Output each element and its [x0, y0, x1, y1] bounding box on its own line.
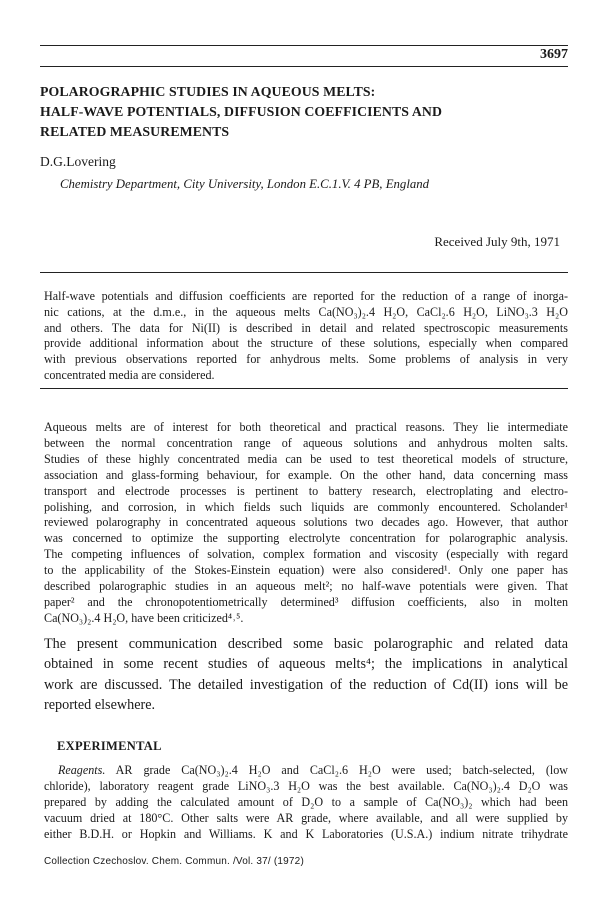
- title-line: HALF-WAVE POTENTIALS, DIFFUSION COEFFICIENTS AND: [40, 104, 443, 119]
- body-line: transport and electrode processes is pertinent to battery research, electroplating and electro-: [44, 483, 568, 498]
- body-line: between the normal concentration range of aqueous solutions and anhydrous molten salts.: [44, 435, 568, 450]
- body-line: described polarographic studies in an aqueous melt²; no half-wave potentials were given. That: [44, 579, 568, 594]
- body-line: polishing, and corrosion, in which fields such liquids are commonly encountered. Scholander¹: [44, 499, 568, 514]
- abstract-line: nic cations, at the d.m.e., in the aqueous melts Ca(NO₃)₂.4 H₂O, CaCl₂.6 H₂O, LiNO₃.3 H₂O: [44, 304, 568, 319]
- run-in-heading: Reagents.: [58, 763, 106, 777]
- body-line: The competing influences of solvation, complex formation and viscosity (especially with regard: [44, 547, 568, 562]
- abstract-line: with previous observations reported for anhydrous melts. Some problems of analysis in very: [44, 352, 568, 367]
- received-date: Received July 9th, 1971: [434, 234, 560, 249]
- introduction-paragraph: [44, 420, 568, 627]
- title-line: RELATED MEASUREMENTS: [40, 124, 230, 139]
- abstract-top-rule: [40, 272, 568, 273]
- body-line: paper² and the chronopotentiometrically determined³ diffusion coefficients, also in molten: [44, 594, 568, 609]
- body-line: prepared by adding the calculated amount of D₂O to a sample of Ca(NO₃)₂ which had been: [44, 794, 568, 809]
- present-communication-paragraph: [44, 634, 568, 715]
- body-line: Studies of these highly concentrated media can be used to test theoretical models of structure,: [44, 451, 568, 466]
- body-line: [44, 763, 568, 779]
- body-line: vacuum dried at 180°C. Other salts were AR grade, where available, and all were supplied by: [44, 810, 568, 825]
- abstract-line: and others. The data for Ni(II) is described in detail and related spectroscopic measurements: [44, 320, 568, 335]
- body-line: reviewed polarography in concentrated aqueous solutions two decades ago. However, that author: [44, 515, 568, 530]
- body-line-text: AR grade Ca(NO₃)₂.4 H₂O and CaCl₂.6 H₂O were used; batch-selected, (low: [105, 763, 568, 777]
- body-line: chloride), laboratory reagent grade LiNO₃.3 H₂O was the best available. Ca(NO₃)₂.4 D₂O was: [44, 778, 568, 793]
- abstract: [44, 289, 568, 384]
- body-line: either B.D.H. or Hopkin and Williams. K and K Laboratories (U.S.A.) indium nitrate trihydrate: [44, 826, 568, 841]
- article-title: [40, 82, 560, 142]
- body-line: Ca(NO₃)₂.4 H₂O, have been criticized⁴˒⁵.: [44, 610, 244, 625]
- body-line: was concerned to optimize the supporting electrolyte concentration for polarographic analysis.: [44, 531, 568, 546]
- title-line: POLAROGRAPHIC STUDIES IN AQUEOUS MELTS:: [40, 84, 376, 99]
- body-line: reported elsewhere.: [44, 696, 156, 713]
- body-line: Aqueous melts are of interest for both theoretical and practical reasons. They lie intermediate: [44, 420, 568, 434]
- body-line: association and glass-forming behaviour, for example. On the other hand, data concerning mass: [44, 467, 568, 482]
- page-number: 3697: [540, 47, 568, 62]
- body-line: obtained in some recent studies of aqueous melts⁴; the implications in analytical: [44, 656, 568, 673]
- author-name: D.G.Lovering: [40, 154, 116, 169]
- author-affiliation: Chemistry Department, City University, London E.C.1.V. 4 PB, England: [60, 177, 430, 191]
- abstract-line: provide additional information about the structure of these solutions, especially when compared: [44, 336, 568, 351]
- abstract-line: concentrated media are considered.: [44, 367, 215, 382]
- top-rule: [40, 45, 568, 46]
- section-heading: EXPERIMENTAL: [57, 739, 162, 753]
- body-line: The present communication described some basic polarographic and related data: [44, 636, 568, 652]
- journal-footer: Collection Czechoslov. Chem. Commun. /Vol. 37/ (1972): [44, 856, 304, 867]
- abstract-bottom-rule: [40, 388, 568, 389]
- body-line: to the applicability of the Stokes-Einstein equation) were also considered¹. Only one paper has: [44, 563, 568, 578]
- body-line: work are discussed. The detailed investigation of the reduction of Cd(II) ions will be: [44, 676, 568, 693]
- abstract-line: Half-wave potentials and diffusion coefficients are reported for the reduction of a range of inorga-: [44, 289, 568, 303]
- experimental-paragraph: [44, 763, 568, 843]
- header-rule: [40, 66, 568, 67]
